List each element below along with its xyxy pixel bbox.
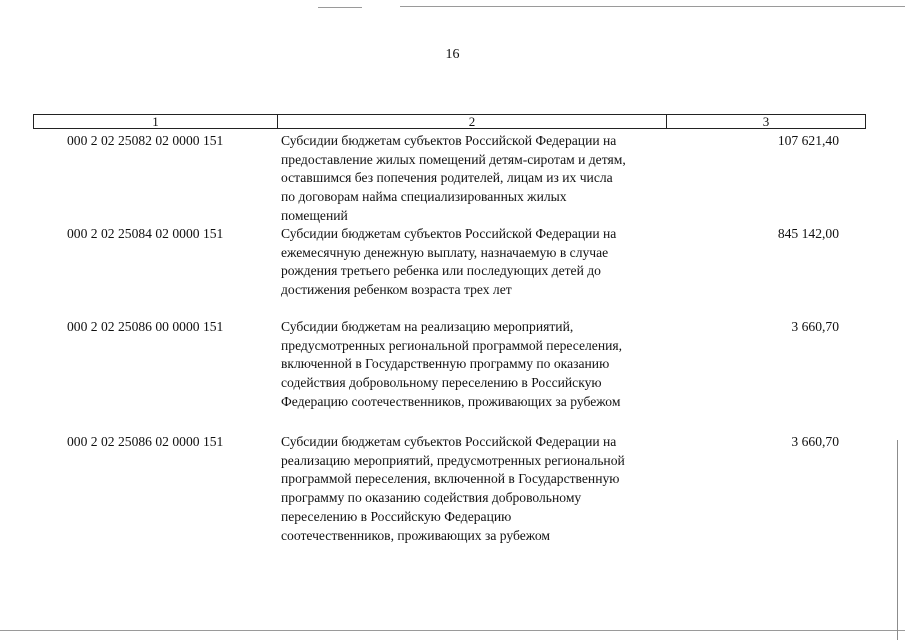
description-line: Субсидии бюджетам на реализацию мероприятий, <box>281 319 574 334</box>
scan-artifact-top-right <box>400 6 905 7</box>
description-line: достижения ребенком возраста трех лет <box>281 282 512 298</box>
scan-artifact-bottom <box>0 630 905 631</box>
description-line: Субсидии бюджетам субъектов Российской Федерации на <box>281 133 617 148</box>
scan-artifact-top-left <box>318 7 362 8</box>
description-line: предусмотренных региональной программой переселения, <box>281 337 623 353</box>
budget-code: 000 2 02 25082 02 0000 151 <box>67 133 224 148</box>
amount: 3 660,70 <box>791 434 839 449</box>
table-header <box>33 114 866 129</box>
description-line: соотечественников, проживающих за рубежом <box>281 527 550 543</box>
page-number: 16 <box>445 47 460 62</box>
column-header-3: 3 <box>762 114 770 129</box>
amount: 3 660,70 <box>791 319 839 334</box>
row-description <box>281 225 671 300</box>
description-line: ежемесячную денежную выплату, назначаемую в случае <box>281 244 609 260</box>
budget-code: 000 2 02 25086 02 0000 151 <box>67 434 224 449</box>
budget-code: 000 2 02 25086 00 0000 151 <box>67 319 224 334</box>
description-line: Федерацию соотечественников, проживающих за рубежом <box>281 393 621 409</box>
row-description <box>281 433 671 545</box>
description-line: Субсидии бюджетам субъектов Российской Федерации на <box>281 434 617 449</box>
description-line: помещений <box>281 207 348 223</box>
budget-code: 000 2 02 25084 02 0000 151 <box>67 226 224 241</box>
row-description <box>281 318 671 412</box>
description-line: оставшимся без попечения родителей, лицам из их числа <box>281 170 613 186</box>
column-header-1: 1 <box>34 115 278 128</box>
description-line: по договорам найма специализированных жилых <box>281 189 567 205</box>
description-line: рождения третьего ребенка или последующих детей до <box>281 263 601 279</box>
scan-artifact-right-edge <box>897 440 898 640</box>
description-line: содействия добровольному переселению в Российскую <box>281 375 602 391</box>
description-line: Субсидии бюджетам субъектов Российской Федерации на <box>281 226 617 241</box>
description-line: реализацию мероприятий, предусмотренных региональной <box>281 452 625 468</box>
description-line: программу по оказанию содействия добровольному <box>281 490 582 506</box>
amount: 845 142,00 <box>777 226 839 241</box>
amount: 107 621,40 <box>777 133 839 148</box>
column-header-2: 2 <box>278 115 667 128</box>
description-line: предоставление жилых помещений детям-сиротам и детям, <box>281 151 626 167</box>
description-line: переселению в Российскую Федерацию <box>281 508 512 524</box>
description-line: программой переселения, включенной в Государственную <box>281 471 620 487</box>
description-line: включенной в Государственную программу по оказанию <box>281 356 610 372</box>
row-description <box>281 132 671 226</box>
